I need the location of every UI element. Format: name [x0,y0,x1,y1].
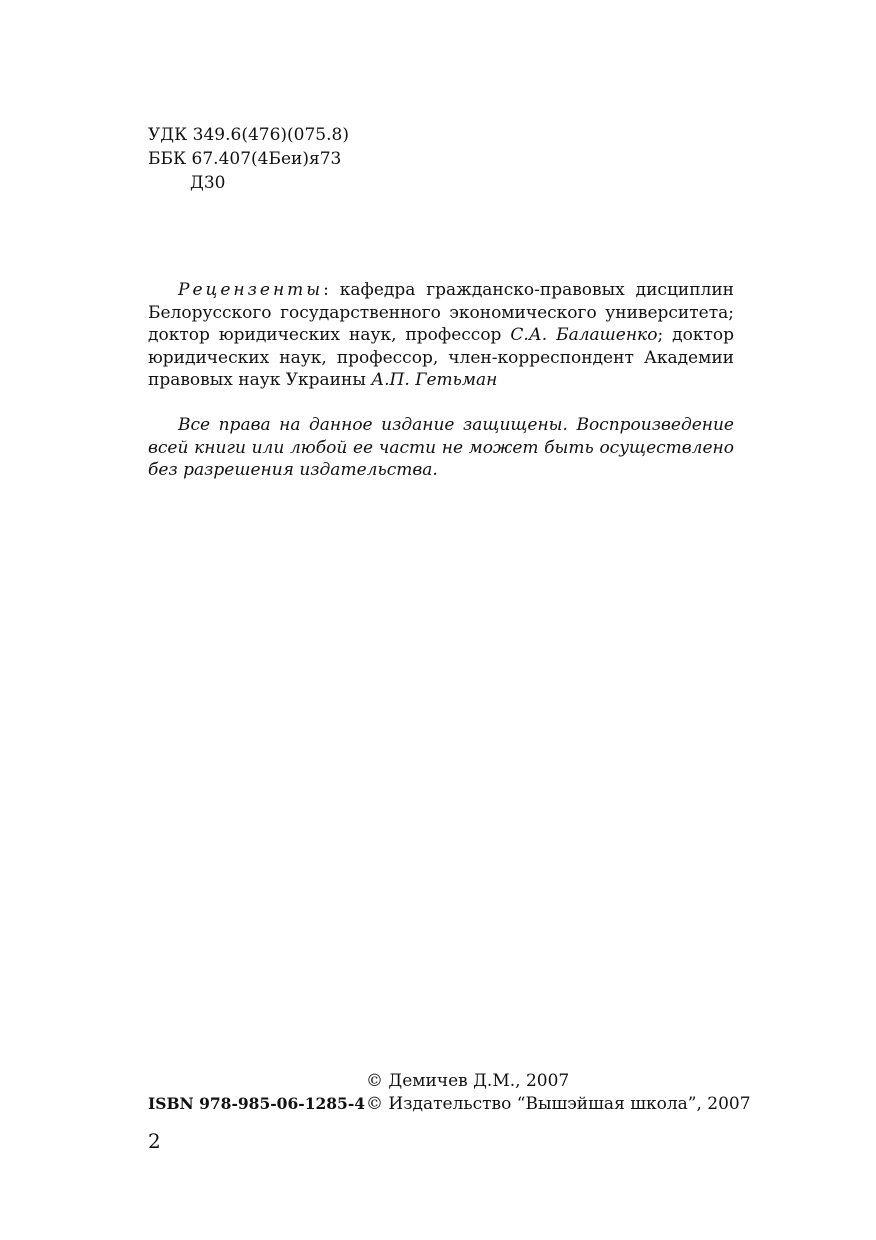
reviewers-label: Рецензенты [178,280,324,300]
reviewers-text-2: ; доктор юридических наук, профессор, член-корреспондент Академии правовых наук Украины [148,325,734,390]
classification-block [148,123,349,195]
reviewers-text-1: : кафедра гражданско-правовых дисциплин Белорусского государственного экономического университета; доктор юридических наук, профессор [148,280,734,345]
bbk-code: ББК 67.407(4Беи)я73 [148,149,342,169]
copyright-author: © Демичев Д.М., 2007 [366,1071,570,1091]
reviewers-paragraph [148,279,734,392]
reviewer-name-1: С.А. Балашенко [510,325,658,345]
isbn: ISBN 978-985-06-1285-4 [148,1094,366,1113]
reviewer-name-2: А.П. Гетьман [371,370,498,390]
author-mark: Д30 [190,173,226,193]
rights-notice: Все права на данное издание защищены. Воспроизведение всей книги или любой ее части не может быть осуществлено без разрешения издательства. [148,415,734,480]
copyright-publisher: © Издательство “Вышэйшая школа”, 2007 [366,1094,751,1114]
udk-code: УДК 349.6(476)(075.8) [148,125,349,145]
page-number: 2 [148,1129,161,1153]
copyright-block [366,1070,751,1116]
